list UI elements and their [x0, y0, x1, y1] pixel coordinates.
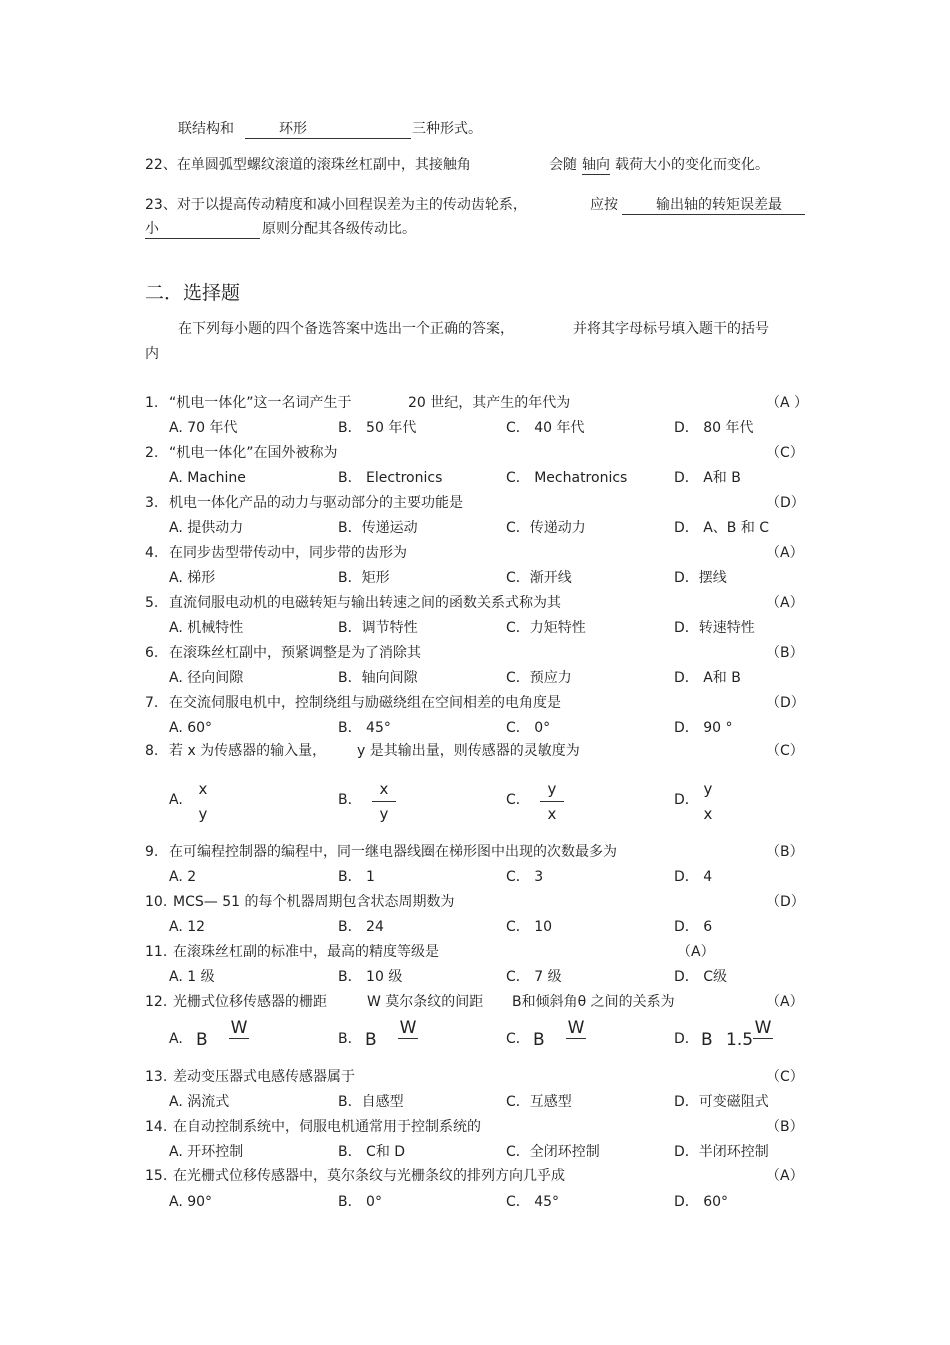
option-c: C． 0° — [506, 720, 551, 736]
question-number: 9. — [145, 844, 159, 860]
option-d: D． 6 — [674, 919, 713, 935]
answer-key: （A） — [766, 1168, 804, 1184]
option-a: A. 60° — [169, 720, 213, 736]
option-d: D．半闭环控制 — [674, 1144, 769, 1160]
answer-key: （B） — [766, 844, 804, 860]
answer-key: （B） — [766, 1119, 804, 1135]
answer-key: （A ） — [766, 395, 809, 411]
fraction-bar — [372, 801, 396, 802]
fraction-bar — [540, 801, 564, 802]
question-stem: “机电一体化”这一名词产生于 — [169, 395, 352, 411]
question-number: 6. — [145, 645, 159, 661]
option-c: C． 10 — [506, 919, 553, 935]
section-instruction-2: 并将其字母标号填入题干的括号 — [573, 321, 769, 337]
option-a: A. 70 年代 — [169, 420, 238, 436]
q23-mid: 应按 — [590, 197, 618, 213]
question-number: 7. — [145, 695, 159, 711]
fraction-denominator: x — [547, 805, 557, 823]
q22-blank: 轴向 — [582, 157, 610, 173]
fraction-c — [540, 779, 564, 824]
question-stem: 在光栅式位移传感器中，莫尔条纹与光栅条纹的排列方向几乎成 — [173, 1168, 565, 1184]
fraction-b — [372, 779, 396, 824]
answer-key: （A） — [677, 944, 715, 960]
fraction-d — [696, 779, 720, 824]
formula-b: B — [365, 1030, 377, 1050]
formula-coefficient: 1.5 — [726, 1030, 754, 1050]
option-a: A. 90° — [169, 1194, 213, 1210]
question-stem: 在滚珠丝杠副的标准中，最高的精度等级是 — [173, 944, 439, 960]
formula-w: W — [399, 1018, 417, 1038]
question-stem: 在可编程控制器的编程中，同一继电器线圈在梯形图中出现的次数最多为 — [169, 844, 617, 860]
answer-key: （D） — [766, 695, 805, 711]
answer-key: （D） — [766, 495, 805, 511]
option-a: A. 12 — [169, 919, 206, 935]
fraction-denominator: y — [198, 805, 208, 823]
option-c: C．传递动力 — [506, 520, 586, 536]
answer-key: （A） — [766, 994, 804, 1010]
question-number: 14. — [145, 1119, 168, 1135]
q23-suffix: 原则分配其各级传动比。 — [262, 221, 416, 237]
q21-prefix: 联结构和 — [178, 121, 234, 137]
formula-b: B — [196, 1030, 208, 1050]
fraction-numerator: y — [703, 780, 713, 798]
option-b: B． C和 D — [338, 1144, 406, 1160]
answer-key: （D） — [766, 894, 805, 910]
question-stem: 在自动控制系统中，伺服电机通常用于控制系统的 — [173, 1119, 481, 1135]
option-c: C． 3 — [506, 869, 544, 885]
option-d: D． — [674, 792, 699, 808]
option-c: C． — [506, 792, 530, 808]
question-stem: 光栅式位移传感器的栅距 — [173, 994, 327, 1010]
option-b: B． 0° — [338, 1194, 382, 1210]
option-c: C． 45° — [506, 1194, 560, 1210]
option-d: D． 4 — [674, 869, 713, 885]
option-c: C．力矩特性 — [506, 620, 586, 636]
option-a: A. 机械特性 — [169, 620, 244, 636]
fraction-numerator: x — [379, 780, 389, 798]
option-c: C．互感型 — [506, 1094, 572, 1110]
question-stem: 在滚珠丝杠副中，预紧调整是为了消除其 — [169, 645, 421, 661]
question-number: 8. — [145, 743, 159, 759]
question-stem: 直流伺服电动机的电磁转矩与输出转速之间的函数关系式称为其 — [169, 595, 561, 611]
q22-suffix: 载荷大小的变化而变化。 — [615, 157, 769, 173]
option-a: A. 径向间隙 — [169, 670, 244, 686]
section-instruction-1: 在下列每小题的四个备选答案中选出一个正确的答案， — [178, 321, 514, 337]
option-b: B． 24 — [338, 919, 384, 935]
q22-mid: 会随 — [549, 157, 577, 173]
option-a: A. 梯形 — [169, 570, 216, 586]
fraction-bar — [398, 1038, 418, 1039]
formula-w-fraction — [398, 1019, 418, 1039]
question-number: 11. — [145, 944, 168, 960]
question-number: 2. — [145, 445, 159, 461]
question-stem-cont: 20 世纪，其产生的年代为 — [408, 395, 571, 411]
question-number: 5. — [145, 595, 159, 611]
option-b: B．自感型 — [338, 1094, 404, 1110]
option-d: D． A、B 和 C — [674, 520, 770, 536]
fraction-numerator: y — [547, 780, 557, 798]
question-number: 4. — [145, 545, 159, 561]
answer-key: （B） — [766, 645, 804, 661]
option-a: A. 1 级 — [169, 969, 215, 985]
option-d: D． C级 — [674, 969, 728, 985]
question-stem: 在同步齿型带传动中，同步带的齿形为 — [169, 545, 407, 561]
q21-blank: 环形 — [245, 120, 411, 139]
question-number: 1. — [145, 395, 159, 411]
option-b: B． 50 年代 — [338, 420, 417, 436]
option-c: C． Mechatronics — [506, 470, 628, 486]
option-c: C．渐开线 — [506, 570, 572, 586]
option-c: C． 7 级 — [506, 969, 562, 985]
formula-w: W — [230, 1018, 248, 1038]
fraction-bar — [191, 801, 215, 802]
formula-b: B — [533, 1030, 545, 1050]
option-c: C．全闭环控制 — [506, 1144, 600, 1160]
option-d: D．转速特性 — [674, 620, 755, 636]
question-number: 3. — [145, 495, 159, 511]
question-stem: 差动变压器式电感传感器属于 — [173, 1069, 355, 1085]
option-b: B． Electronics — [338, 470, 443, 486]
question-stem: 机电一体化产品的动力与驱动部分的主要功能是 — [169, 495, 463, 511]
option-d: D．摆线 — [674, 570, 727, 586]
option-b: B．传递运动 — [338, 520, 418, 536]
q23-text: 23、对于以提高传动精度和减小回程误差为主的传动齿轮系， — [145, 197, 527, 213]
q23-blank-1: 输出轴的转矩误差最 — [622, 196, 805, 215]
question-number: 15. — [145, 1168, 168, 1184]
formula-w: W — [567, 1018, 585, 1038]
option-a: A. — [169, 792, 183, 808]
fraction-bar — [566, 1038, 586, 1039]
option-a: A. — [169, 1031, 183, 1047]
option-b: B．轴向间隙 — [338, 670, 418, 686]
option-d: D． A和 B — [674, 670, 741, 686]
option-d: D． A和 B — [674, 470, 741, 486]
section-title: 二．选择题 — [145, 282, 241, 304]
question-stem-cont: y 是其输出量，则传感器的灵敏度为 — [357, 743, 580, 759]
q23-blank-2: 小 — [145, 220, 260, 239]
fraction-bar — [229, 1038, 249, 1039]
option-b: B． — [338, 1031, 362, 1047]
option-c: C． 40 年代 — [506, 420, 585, 436]
question-number: 13. — [145, 1069, 168, 1085]
q21-suffix: 三种形式。 — [412, 121, 482, 137]
option-a: A. 涡流式 — [169, 1094, 230, 1110]
option-b: B． 45° — [338, 720, 391, 736]
answer-key: （C） — [766, 445, 804, 461]
option-b: B． 10 级 — [338, 969, 403, 985]
option-d: D． 90 ° — [674, 720, 733, 736]
formula-w-fraction — [566, 1019, 586, 1039]
fraction-denominator: x — [703, 805, 713, 823]
option-b: B． 1 — [338, 869, 375, 885]
fraction-bar — [753, 1038, 773, 1039]
option-b: B．调节特性 — [338, 620, 418, 636]
answer-key: （C） — [766, 743, 804, 759]
option-d: D． 60° — [674, 1194, 729, 1210]
section-instruction-3: 内 — [145, 346, 159, 362]
option-c: C．预应力 — [506, 670, 572, 686]
question-number: 12. — [145, 994, 168, 1010]
question-stem: 若 x 为传感器的输入量， — [169, 743, 327, 759]
option-d: D．可变磁阻式 — [674, 1094, 769, 1110]
fraction-denominator: y — [379, 805, 389, 823]
formula-w: W — [754, 1018, 772, 1038]
option-b: B． — [338, 792, 362, 808]
fraction-numerator: x — [198, 780, 208, 798]
question-stem: 在交流伺服电机中，控制绕组与励磁绕组在空间相差的电角度是 — [169, 695, 561, 711]
option-d: D． — [674, 1031, 699, 1047]
fraction-a — [191, 779, 215, 824]
option-a: A. Machine — [169, 470, 246, 486]
question-stem: “机电一体化”在国外被称为 — [169, 445, 338, 461]
q22-text: 22、在单圆弧型螺纹滚道的滚珠丝杠副中，其接触角 — [145, 157, 471, 173]
question-stem-cont: W 莫尔条纹的间距 — [367, 994, 484, 1010]
answer-key: （A） — [766, 595, 804, 611]
question-stem-cont: B和倾斜角θ 之间的关系为 — [512, 994, 675, 1010]
answer-key: （A） — [766, 545, 804, 561]
option-b: B．矩形 — [338, 570, 390, 586]
question-number: 10. — [145, 894, 168, 910]
option-c: C． — [506, 1031, 530, 1047]
formula-w-fraction — [753, 1019, 773, 1039]
question-stem: MCS— 51 的每个机器周期包含状态周期数为 — [173, 894, 455, 910]
option-d: D． 80 年代 — [674, 420, 754, 436]
option-a: A. 2 — [169, 869, 197, 885]
fraction-bar — [696, 801, 720, 802]
formula-w-fraction — [229, 1019, 249, 1039]
formula-b: B — [701, 1030, 713, 1050]
answer-key: （C） — [766, 1069, 804, 1085]
option-a: A. 开环控制 — [169, 1144, 244, 1160]
option-a: A. 提供动力 — [169, 520, 244, 536]
